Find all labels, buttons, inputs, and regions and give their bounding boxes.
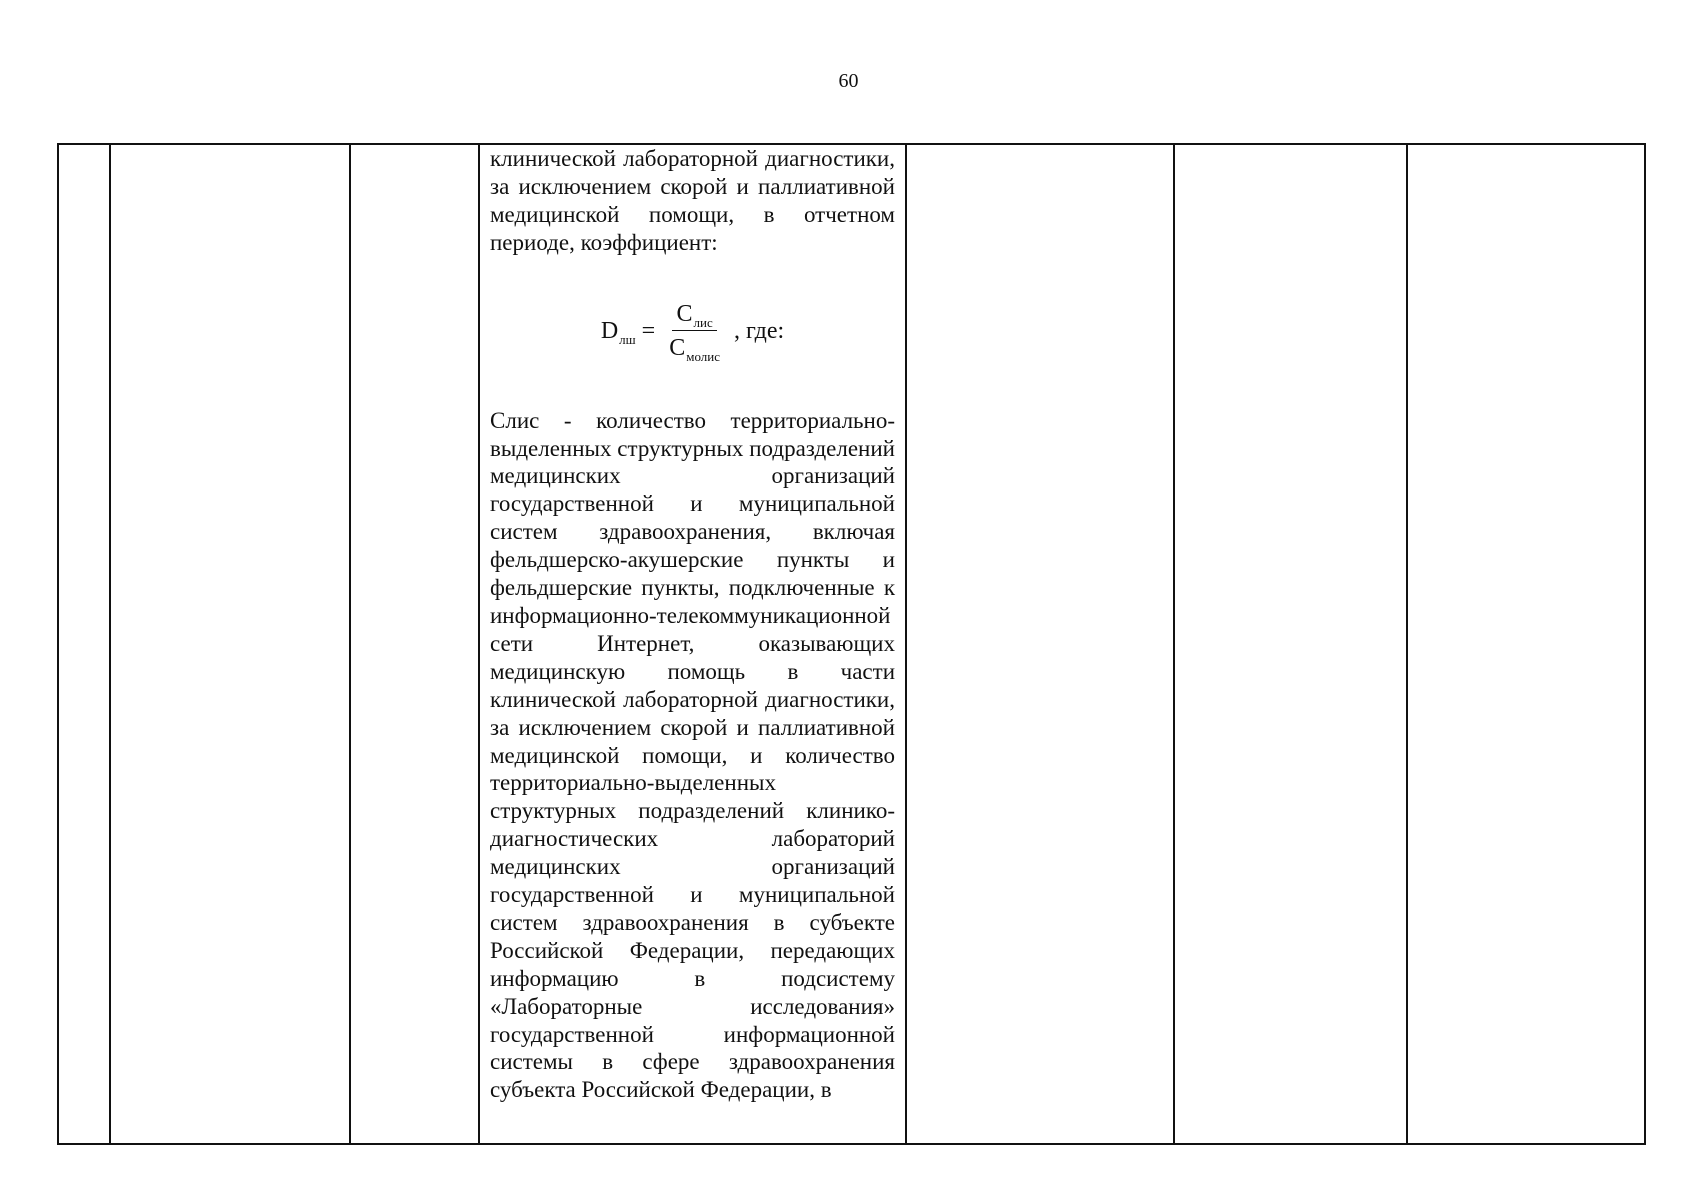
formula-denominator — [665, 331, 724, 365]
definition-paragraph: Слис - количество территориально-выделенных структурных подразделений медицинских организаций государственной и муниципальной систем здравоохранения, включая фельдшерско-акушерские пункты и фельдшерские пункты, подключенные к информационно-телекоммуникационной сети Интернет, оказывающих медицинскую помощь в части клинической лабораторной диагностики, за исключением скорой и паллиативной медицинской помощи, и количество территориально-выделенных структурных подразделений клинико-диагностических лабораторий медицинских организаций государственной и муниципальной систем здравоохранения в субъекте Российской Федерации, передающих информацию в подсистему «Лабораторные исследования» государственной информационной системы в сфере здравоохранения субъекта Российской Федерации, в — [490, 407, 895, 1103]
numerator-subscript: лис — [693, 315, 713, 331]
table-row — [58, 144, 1645, 1144]
table-cell-col6 — [1174, 144, 1407, 1144]
formula-fraction — [665, 301, 724, 365]
formula-lhs — [600, 318, 636, 348]
table-cell-col5 — [906, 144, 1174, 1144]
denominator-subscript: молис — [686, 349, 720, 365]
table-cell-col2 — [110, 144, 350, 1144]
intro-paragraph: клинической лабораторной диагностики, за исключением скорой и паллиативной медицинской помощи, в отчетном периоде, коэффициент: — [490, 146, 895, 255]
document-table — [57, 143, 1646, 1145]
formula-lhs-subscript: лш — [619, 332, 636, 348]
table-cell-indicator-description — [479, 144, 906, 1144]
formula-lhs-symbol: D — [600, 318, 619, 345]
formula-equals: = — [641, 318, 656, 345]
formula-suffix: , где: — [734, 318, 785, 345]
formula-numerator — [672, 301, 716, 331]
numerator-symbol: С — [676, 301, 693, 328]
coefficient-formula — [490, 257, 895, 407]
table-cell-col7 — [1407, 144, 1645, 1144]
table-cell-col3 — [350, 144, 479, 1144]
page-number: 60 — [838, 70, 859, 92]
table-cell-col1 — [58, 144, 110, 1144]
denominator-symbol: С — [669, 335, 686, 362]
